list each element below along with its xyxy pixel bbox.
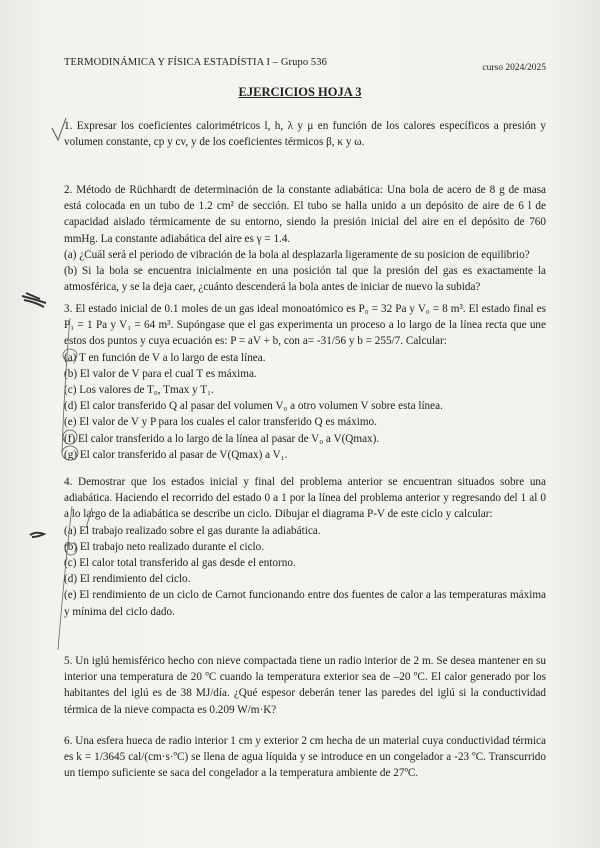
- exercise-4-part-e: (e) El rendimiento de un ciclo de Carnot funcionando entre dos fuentes de calor a las temperaturas máxima y mínima del ciclo dado.: [64, 589, 546, 618]
- exercise-3-item: (c) Los valores de T₀, Tmax y T₁.: [64, 384, 214, 397]
- academic-year: curso 2024/2025: [482, 63, 546, 73]
- exercise-3-item: (g) El calor transferido al pasar de V(Qmax) a V₁.: [64, 448, 288, 461]
- exercise-3-item: (a) T en función de V a lo largo de esta línea.: [64, 351, 266, 364]
- exercise-5-text: 5. Un iglú hemisférico hecho con nieve compactada tiene un radio interior de 2 m. Se desea mantener en su interior una temperatura de 20 ºC cuando la temperatura exterior sea de –20 ºC. El calor generado por los habitantes del iglú es de 38 MJ/día. ¿Qué espesor deberán tener las paredes del iglú si la conductividad térmica de la nieve compacta es 0.209 W/m·K?: [64, 655, 546, 716]
- exercise-2: [64, 182, 546, 295]
- pencil-stroke-icon: [22, 293, 46, 307]
- exercise-4-intro: 4. Demostrar que los estados inicial y final del problema anterior se encuentran situados sobre una adiabática. Haciendo el recorrido del estado 0 a 1 por la línea del problema anterior y regresando del 1 al 0 a lo largo de la adiabática se describe un ciclo. Dibujar el diagrama P-V de este ciclo y calcular:: [64, 476, 546, 521]
- exercise-4-item: (d) El rendimiento del ciclo.: [64, 573, 191, 586]
- exercise-1-text: 1. Expresar los coeficientes calorimétricos l, h, λ y μ en función de los calores específicos a presión y volumen constante, cp y cv, y de los coeficientes térmicos β, κ y ω.: [64, 120, 546, 149]
- exercise-6-text: 6. Una esfera hueca de radio interior 1 cm y exterior 2 cm hecha de un material cuya conductividad térmica es k = 1/3645 cal/(cm·s·ºC) se llena de agua líquida y se introduce en un congelador a -23 ºC. Transcurrido un tiempo suficiente se saca del congelador a la temperatura ambiente de 27ºC.: [64, 735, 546, 780]
- exercise-3-intro: 3. El estado inicial de 0.1 moles de un gas ideal monoatómico es P₀ = 32 Pa y V₀ = 8 m³. El estado final es P₁ = 1 Pa y V₁ = 64 m³. Supóngase que el gas experimenta un proceso a lo largo de la línea recta que une estos dos puntos y cuya ecuación es: P = aV + b, con a= -31/56 y b = 255/7. Calcular:: [64, 303, 546, 348]
- exercise-3-item: (b) El valor de V para el cual T es máxima.: [64, 367, 257, 380]
- exercise-6: [64, 733, 546, 782]
- pencil-stroke-icon: [30, 533, 44, 537]
- exercise-3-item: (d) El calor transferido Q al pasar del volumen V₀ a otro volumen V sobre esta línea.: [64, 400, 443, 413]
- exercise-4-item: (c) El calor total transferido al gas desde el entorno.: [64, 557, 296, 570]
- exercise-2-part-a: (a) ¿Cuál será el periodo de vibración de la bola al desplazarla ligeramente de su posicion de equilibrio?: [64, 248, 530, 261]
- exercise-5: [64, 653, 546, 718]
- exercise-2-intro: 2. Método de Rüchhardt de determinación de la constante adiabática: Una bola de acero de 8 g de masa está colocada en un tubo de 1.2 cm² de sección. El tubo se halla unido a un depósito de aire de 6 l de capacidad aislado térmicamente de su entorno, siendo la presión inicial del aire en el depósito de 760 mmHg. La constante adiabática del aire es γ = 1.4.: [64, 184, 546, 245]
- page-title: EJERCICIOS HOJA 3: [238, 85, 362, 99]
- exercise-4-item: (a) El trabajo realizado sobre el gas durante la adiabática.: [64, 524, 321, 537]
- exercise-1: [64, 118, 546, 150]
- exercise-2-part-b: (b) Si la bola se encuentra inicialmente en una posición tal que la presión del gas es exactamente la atmosférica, y se la deja caer, ¿cuánto descenderá la bola antes de iniciar de nuevo la subida?: [64, 265, 546, 294]
- exercise-3-item: (e) El valor de V y P para los cuales el calor transferido Q es máximo.: [64, 416, 377, 429]
- course-header: TERMODINÁMICA Y FÍSICA ESTADÍSTIA I – Grupo 536: [64, 57, 327, 68]
- exercise-4: [64, 474, 546, 620]
- exercise-3: [64, 301, 546, 463]
- exercise-4-item: (b) El trabajo neto realizado durante el ciclo.: [64, 540, 265, 553]
- exercise-3-item: (f) El calor transferido a lo largo de la línea al pasar de V₀ a V(Qmax).: [64, 432, 380, 445]
